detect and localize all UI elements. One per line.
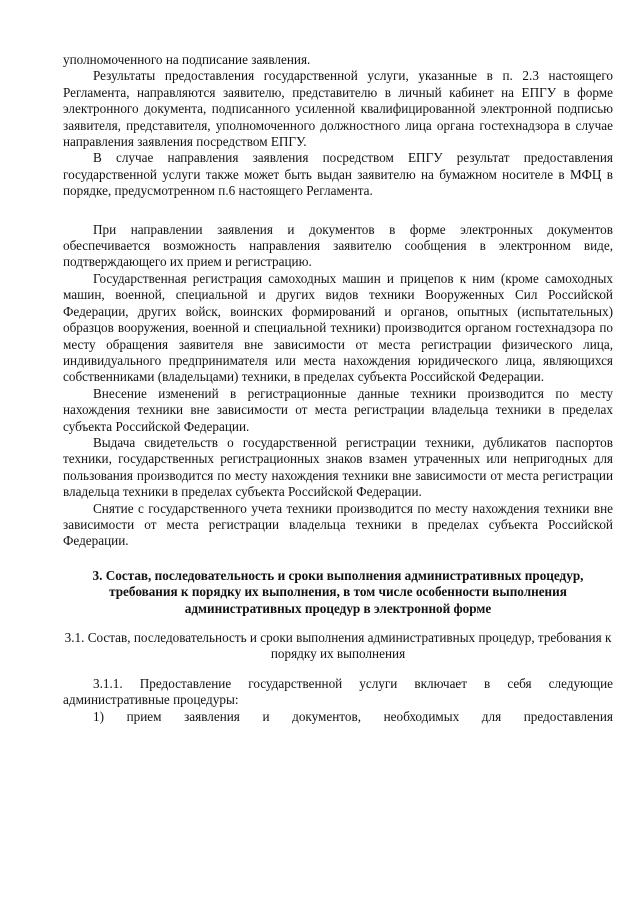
document-page	[63, 52, 613, 725]
paragraph-deregistration: Снятие с государственного учета техники производится по месту нахождения техники вне зависимости от места регистрации владельца техники в пределах субъекта Российской Федерации.	[63, 500, 613, 549]
paragraph-paper-result: В случае направления заявления посредством ЕПГУ результат предоставления государственной услуги также может быть выдан заявителю на бумажном носителе в МФЦ в порядке, предусмотренном п.6 настоящего Регламента.	[63, 150, 613, 199]
paragraph-state-registration: Государственная регистрация самоходных машин и прицепов к ним (кроме самоходных машин, военной, специальной и других видов техники Вооруженных Сил Российской Федерации, других войск, воинских формирований и органов, опытных (испытательных) образцов вооружения, военной и специальной техники) производится органом гостехнадзора по месту обращения заявителя вне зависимости от места регистрации физического лица, индивидуального предпринимателя или места нахождения юридического лица, являющихся собственниками (владельцами) техники, в пределах субъекта Российской Федерации.	[63, 270, 613, 385]
subsection-heading: 3.1. Состав, последовательность и сроки выполнения административных процедур, требования к порядку их выполнения	[64, 630, 612, 662]
paragraph-certificates: Выдача свидетельств о государственной регистрации техники, дубликатов паспортов техники, государственных регистрационных знаков взамен утраченных или непригодных для пользования производится по месту нахождения техники вне зависимости от места регистрации владельца техники в пределах субъекта Российской Федерации.	[63, 434, 613, 500]
paragraph-procedures-intro: 3.1.1. Предоставление государственной услуги включает в себя следующие административные процедуры:	[63, 675, 613, 708]
paragraph-electronic-notice: При направлении заявления и документов в форме электронных документов обеспечивается возможность направления заявителю сообщения в электронном виде, подтверждающего их прием и регистрацию.	[63, 221, 613, 270]
paragraph-data-changes: Внесение изменений в регистрационные данные техники производится по месту нахождения техники вне зависимости от места регистрации владельца техники в пределах субъекта Российской Федерации.	[63, 385, 613, 434]
paragraph-continuation: уполномоченного на подписание заявления.	[63, 52, 311, 67]
list-item-procedure-1: 1) прием заявления и документов, необходимых для предоставления	[93, 708, 613, 724]
section-heading: 3. Состав, последовательность и сроки выполнения административных процедур, требования к порядку их выполнения, в том числе особенности выполнения административных процедур в электронной форме	[92, 567, 584, 616]
paragraph-results-delivery: Результаты предоставления государственной услуги, указанные в п. 2.3 настоящего Регламента, направляются заявителю, представителю в личный кабинет на ЕПГУ в форме электронного документа, подписанного усиленной квалифицированной электронной подписью заявителя, представителя, уполномоченного должностного лица органа гостехнадзора в случае направления заявления посредством ЕПГУ.	[63, 68, 613, 150]
